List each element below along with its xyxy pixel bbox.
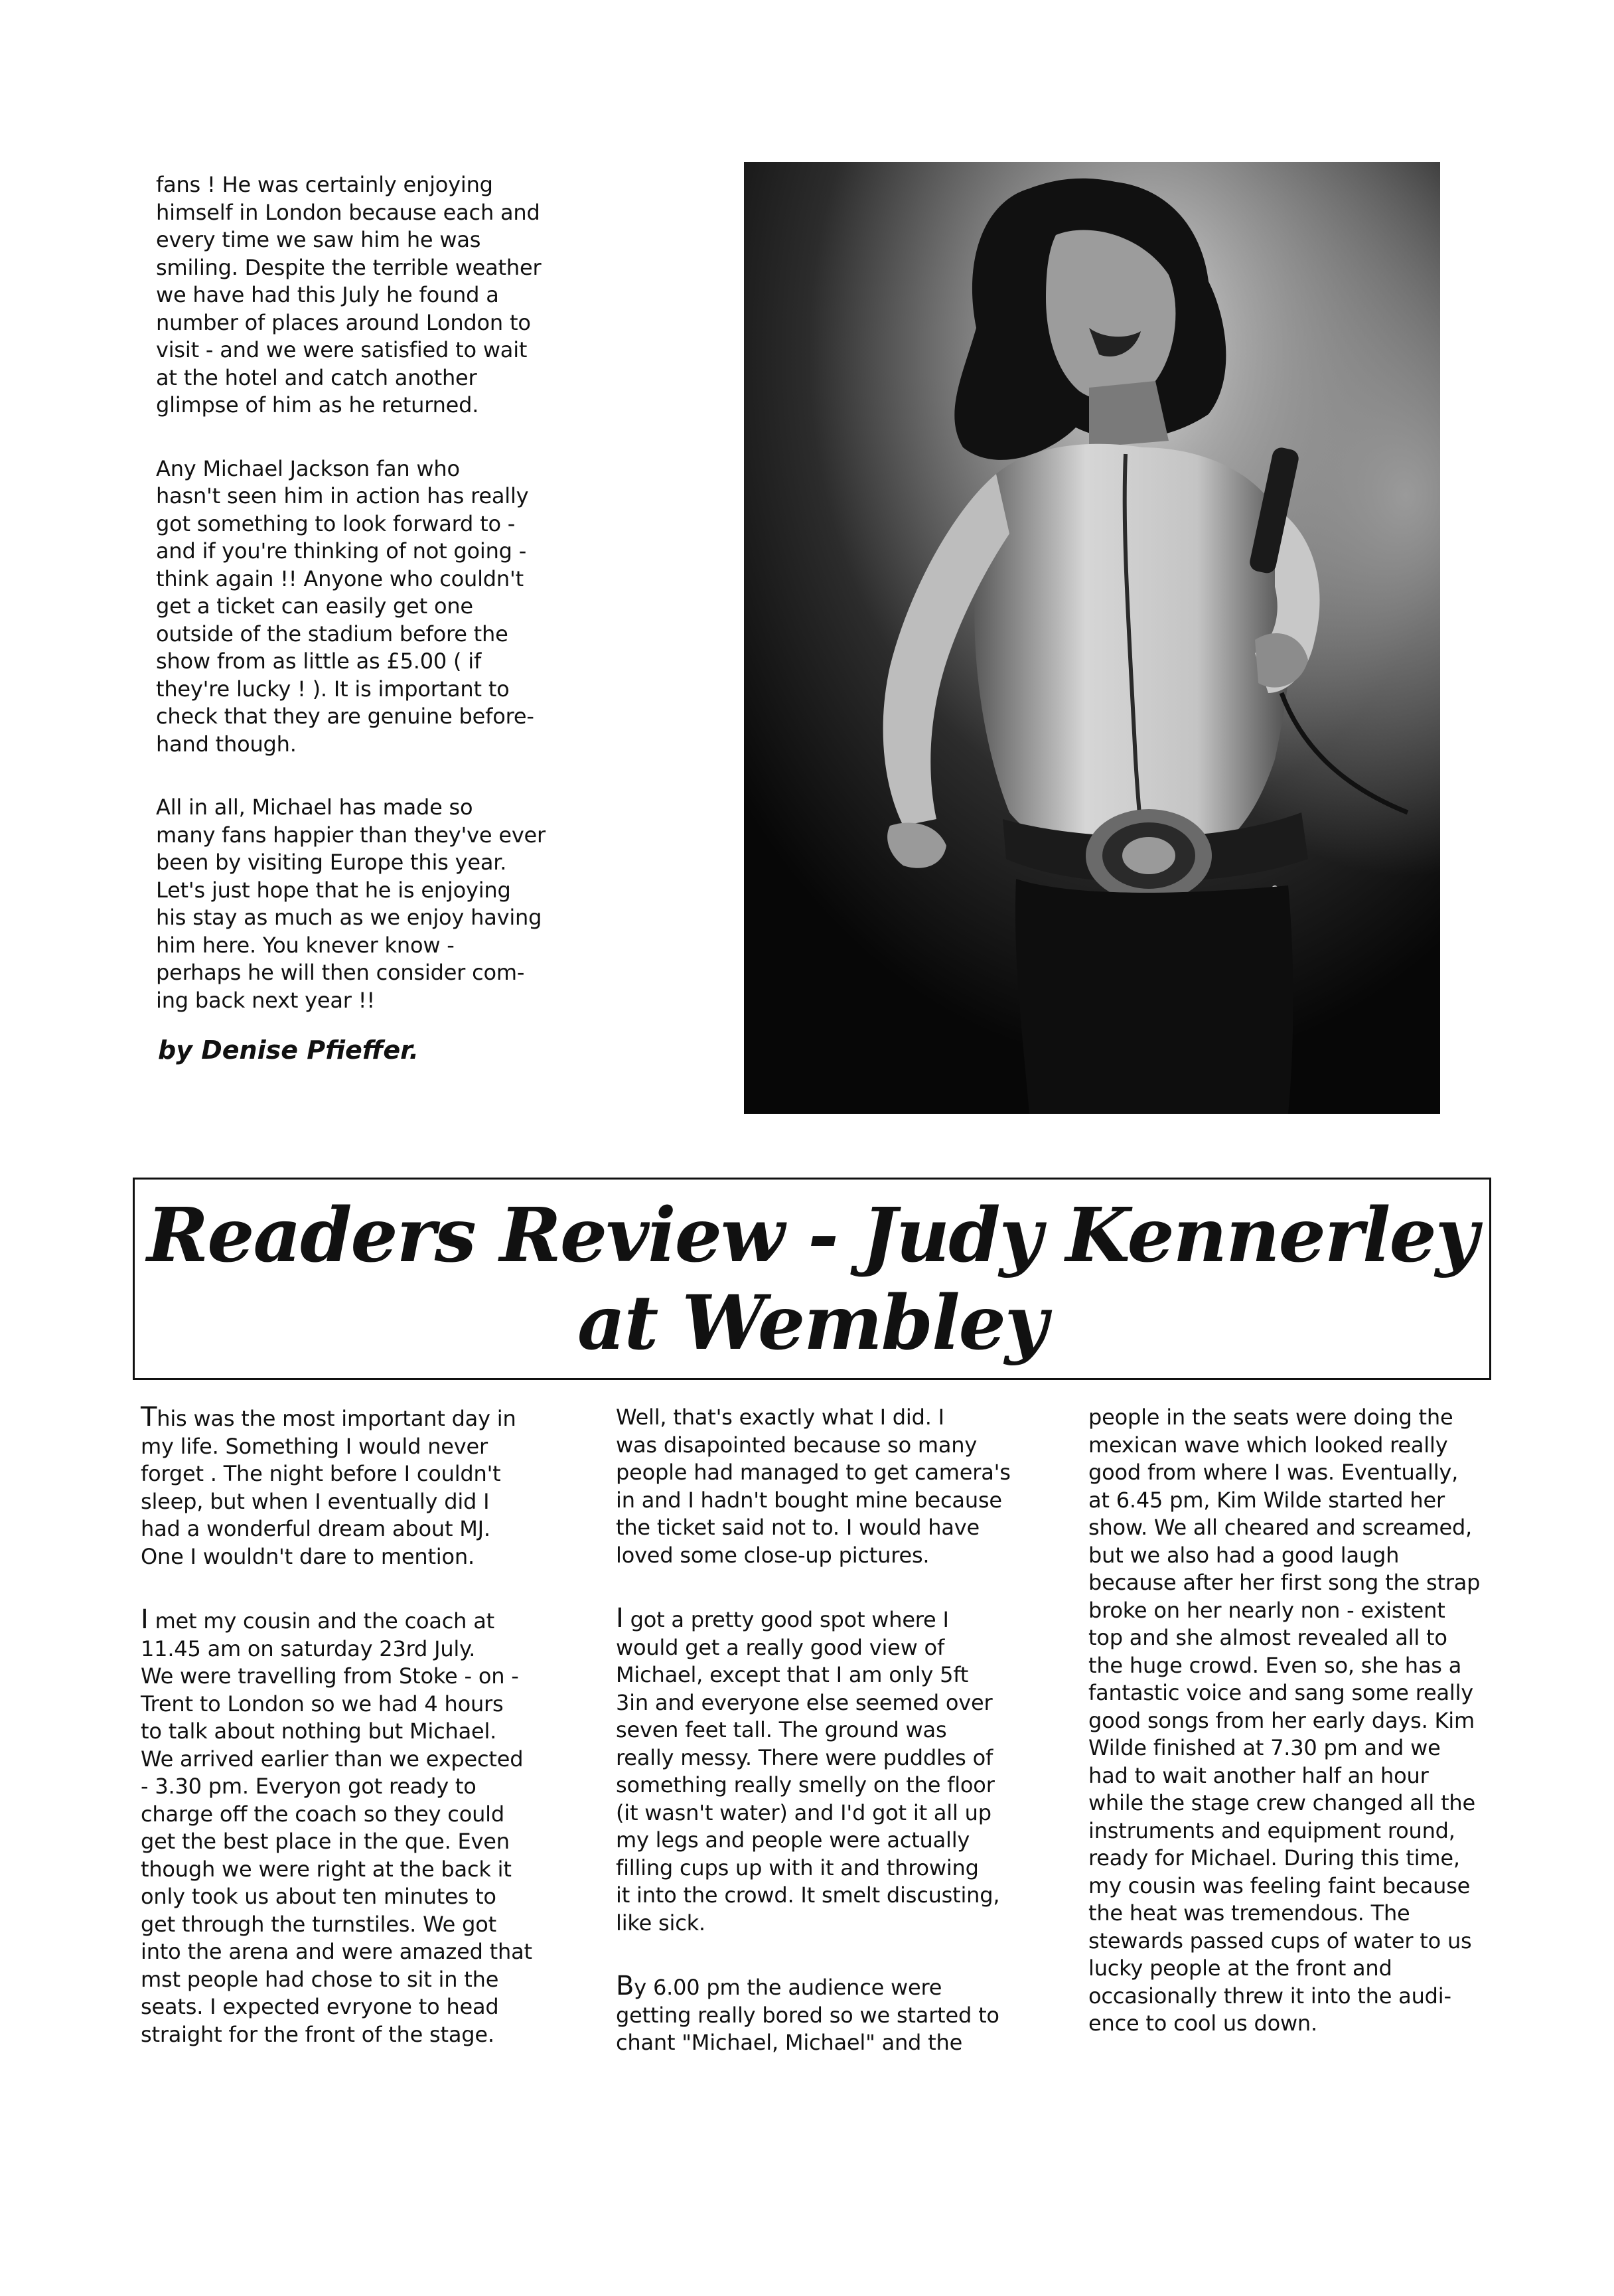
performer-photo-illustration	[744, 162, 1440, 1114]
review-col1-paragraph-2: I met my cousin and the coach at 11.45 am on saturday 23rd July. We were travelling from Stoke - on - Trent to London so we had 4 hours to talk about nothing but Michael. We arrived earlier than we expected - 3.30 pm. Everyon got ready to charge off the coach so they could get the best place in the que. Even though we were right at the back it only took us about ten minutes to get through the turnstiles. We got into the arena and were amazed that mst people had chose to sit in the seats. I expected evryone to head straight for the front of the stage.	[141, 1604, 532, 2047]
review-col1-paragraph-1: This was the most important day in my life. Something I would never forget . The night before I couldn't sleep, but when I eventually did I had a wonderful dream about MJ. One I wouldn't dare to mention.	[141, 1402, 516, 1569]
review-column-3	[1088, 1404, 1520, 2038]
review-col2-paragraph-1: Well, that's exactly what I did. I was disapointed because so many people had managed to get camera's in and I hadn't bought mine because the ticket said not to. I would have loved some close-up pictures.	[616, 1405, 1011, 1568]
review-title-box	[133, 1178, 1491, 1380]
review-column-2	[616, 1404, 1057, 2057]
review-col2-paragraph-2: I got a pretty good spot where I would get a really good view of Michael, except that I am only 5ft 3in and everyone else seemed over seven feet tall. The ground was really messy. There were puddles of something really smelly on the floor (it wasn't water) and I'd got it all up my legs and people were actually filling cups up with it and throwing it into the crowd. It smelt discusting, like sick.	[616, 1603, 1000, 1936]
intro-paragraph-1: fans ! He was certainly enjoying himself in London because each and every time we saw him he was smiling. Despite the terrible weather we have had this July he found a number of places around London to visit - and we were satisfied to wait at the hotel and catch another glimpse of him as he returned.	[156, 172, 542, 418]
intro-paragraph-3: All in all, Michael has made so many fans happier than they've ever been by visiting Europe this year. Let's just hope that he is enjoying his stay as much as we enjoy having him here. You knever know - perhaps he will then consider com- ing back next year !!	[156, 795, 546, 1013]
review-title-line-2: at Wembley	[577, 1280, 1047, 1367]
review-col2-paragraph-3: By 6.00 pm the audience were getting really bored so we started to chant "Michael, Michael" and the	[616, 1971, 999, 2055]
review-col3-paragraph-1: people in the seats were doing the mexican wave which looked really good from where I was. Eventually, at 6.45 pm, Kim Wilde started her show. We all cheared and screamed, but we also had a good laugh because after her first song the strap broke on her nearly non - existent top and she almost revealed all to the huge crowd. Even so, she has a fantastic voice and sang some really good songs from her early days. Kim Wilde finished at 7.30 pm and we had to wait another half an hour while the stage crew changed all the instruments and equipment round, ready for Michael. During this time, my cousin was feeling faint because the heat was tremendous. The stewards passed cups of water to us lucky people at the front and occasionally threw it into the audi- ence to cool us down.	[1088, 1405, 1481, 2036]
review-title-line-1: Readers Review - Judy Kennerley	[147, 1192, 1477, 1279]
review-column-1	[141, 1404, 582, 2048]
intro-article-column	[156, 171, 594, 1014]
author-byline: by Denise Pfieffer.	[158, 1035, 419, 1065]
intro-paragraph-2: Any Michael Jackson fan who hasn't seen him in action has really got something to look forward to - and if you're thinking of not going - think again !! Anyone who couldn't get a ticket can easily get one outside of the stadium before the show from as little as £5.00 ( if they're lucky ! ). It is important to check that they are genuine before- hand though.	[156, 455, 534, 757]
concert-photo	[744, 162, 1440, 1114]
